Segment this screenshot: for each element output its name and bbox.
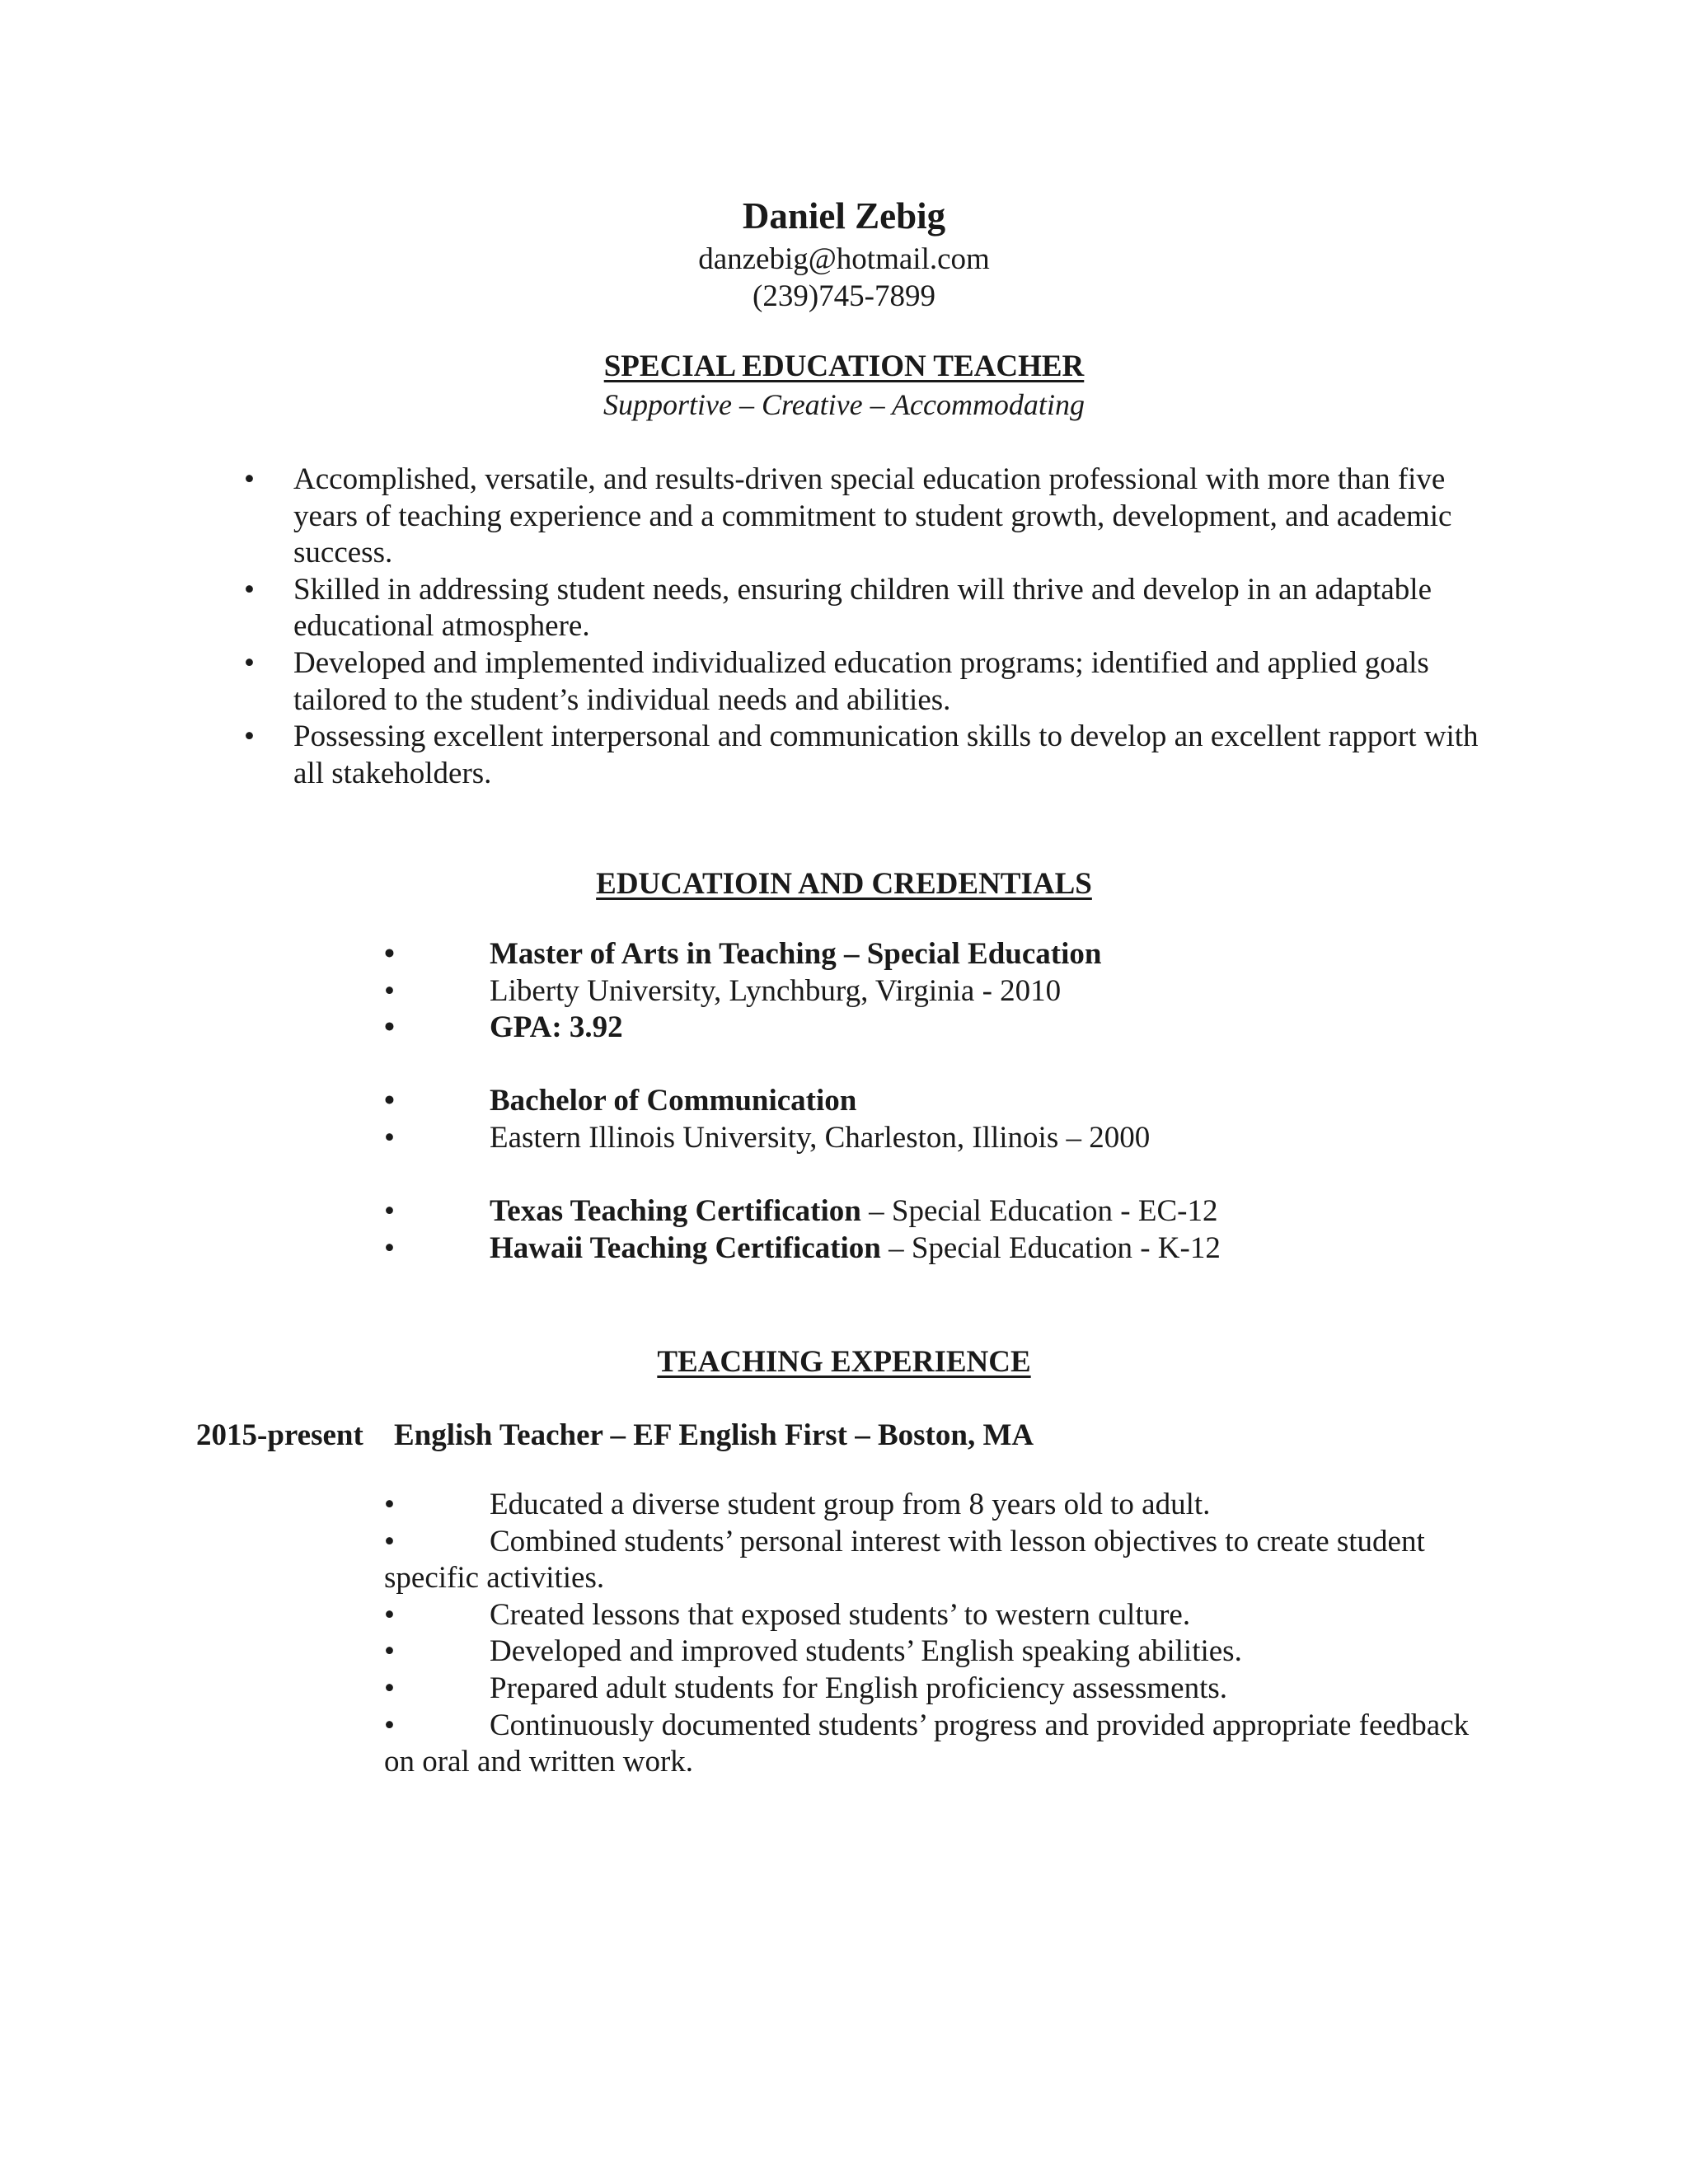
summary-text: Skilled in addressing student needs, ensuring children will thrive and develop in an adaptable educational atmosphere. — [293, 572, 1432, 644]
email-address: danzebig@hotmail.com — [698, 242, 990, 276]
summary-text: Developed and implemented individualized education programs; identified and applied goals tailored to the student’s individual needs and abilities. — [293, 645, 1429, 717]
summary-text: Accomplished, versatile, and results-driven special education professional with more than five years of teaching experience and a commitment to student growth, development, and academic success. — [293, 462, 1452, 570]
bullet-icon: • — [384, 1671, 395, 1705]
professional-title: SPECIAL EDUCATION TEACHER — [603, 349, 1085, 383]
duty-item — [384, 1708, 1489, 1781]
masters-school: Liberty University, Lynchburg, Virginia - 2010 — [490, 973, 1062, 1008]
job-heading — [196, 1418, 1034, 1454]
certification-name: Texas Teaching Certification — [490, 1194, 861, 1229]
job-title: English Teacher – EF English First – Boston, MA — [394, 1418, 1034, 1452]
bullet-icon: • — [384, 937, 395, 971]
education-item — [384, 1010, 1456, 1047]
summary-text: Possessing excellent interpersonal and communication skills to develop an excellent rapport with all stakeholders. — [293, 719, 1479, 790]
duty-item — [384, 1487, 1489, 1524]
duty-text: Prepared adult students for English proficiency assessments. — [490, 1671, 1227, 1705]
certification-detail: – Special Education - K-12 — [880, 1230, 1221, 1265]
summary-item — [244, 719, 1490, 792]
bullet-icon: • — [244, 645, 255, 680]
summary-item — [244, 572, 1490, 645]
bullet-icon: • — [384, 1194, 395, 1229]
bullet-icon: • — [384, 973, 395, 1008]
duty-text: Continuously documented students’ progress and provided appropriate feedback on oral and written work. — [384, 1708, 1470, 1779]
education-item — [384, 1083, 1456, 1120]
certification-item — [384, 1193, 1456, 1230]
bullet-icon: • — [384, 1524, 395, 1558]
duty-text: Combined students’ personal interest with lesson objectives to create student specific activities. — [384, 1524, 1425, 1596]
certification-detail: – Special Education - EC-12 — [860, 1194, 1218, 1229]
bullet-icon: • — [384, 1597, 395, 1632]
duty-text: Educated a diverse student group from 8 years old to adult. — [490, 1488, 1211, 1521]
certification-item — [384, 1230, 1456, 1268]
bachelors-degree: Bachelor of Communication — [490, 1084, 857, 1118]
bullet-icon: • — [244, 719, 255, 754]
bullet-icon: • — [244, 572, 255, 607]
summary-list — [244, 462, 1490, 792]
bullet-icon: • — [384, 1010, 395, 1045]
duty-text: Created lessons that exposed students’ to western culture. — [490, 1597, 1191, 1632]
education-item — [384, 936, 1456, 973]
education-heading: EDUCATIOIN AND CREDENTIALS — [596, 867, 1092, 901]
duty-item — [384, 1524, 1489, 1597]
bachelors-school: Eastern Illinois University, Charleston, Illinois – 2000 — [490, 1120, 1151, 1155]
education-section-header — [0, 865, 1688, 903]
bullet-icon: • — [384, 1634, 395, 1669]
education-list — [384, 936, 1456, 1267]
spacer — [384, 1157, 1456, 1194]
duties-list — [384, 1487, 1489, 1781]
bullet-icon: • — [384, 1230, 395, 1265]
resume-header — [0, 191, 1688, 315]
bullet-icon: • — [384, 1488, 395, 1521]
summary-item — [244, 645, 1490, 719]
bullet-icon: • — [384, 1084, 395, 1118]
summary-item — [244, 462, 1490, 572]
spacer — [384, 1047, 1456, 1084]
duty-item — [384, 1671, 1489, 1708]
bullet-icon: • — [384, 1708, 395, 1742]
bullet-icon: • — [244, 462, 255, 496]
tagline: Supportive – Creative – Accommodating — [603, 388, 1085, 421]
experience-heading: TEACHING EXPERIENCE — [657, 1345, 1031, 1379]
duty-item — [384, 1597, 1489, 1634]
certification-name: Hawaii Teaching Certification — [490, 1230, 881, 1265]
professional-title-block — [0, 348, 1688, 424]
experience-section-header — [0, 1343, 1688, 1381]
education-item — [384, 973, 1456, 1010]
duty-item — [384, 1633, 1489, 1671]
phone-number: (239)745-7899 — [753, 279, 935, 313]
job-period: 2015-present — [196, 1418, 363, 1452]
masters-gpa: GPA: 3.92 — [490, 1010, 623, 1045]
education-item — [384, 1120, 1456, 1157]
bullet-icon: • — [384, 1120, 395, 1155]
duty-text: Developed and improved students’ English speaking abilities. — [490, 1634, 1242, 1669]
candidate-name: Daniel Zebig — [742, 195, 946, 237]
masters-degree: Master of Arts in Teaching – Special Education — [490, 937, 1102, 971]
